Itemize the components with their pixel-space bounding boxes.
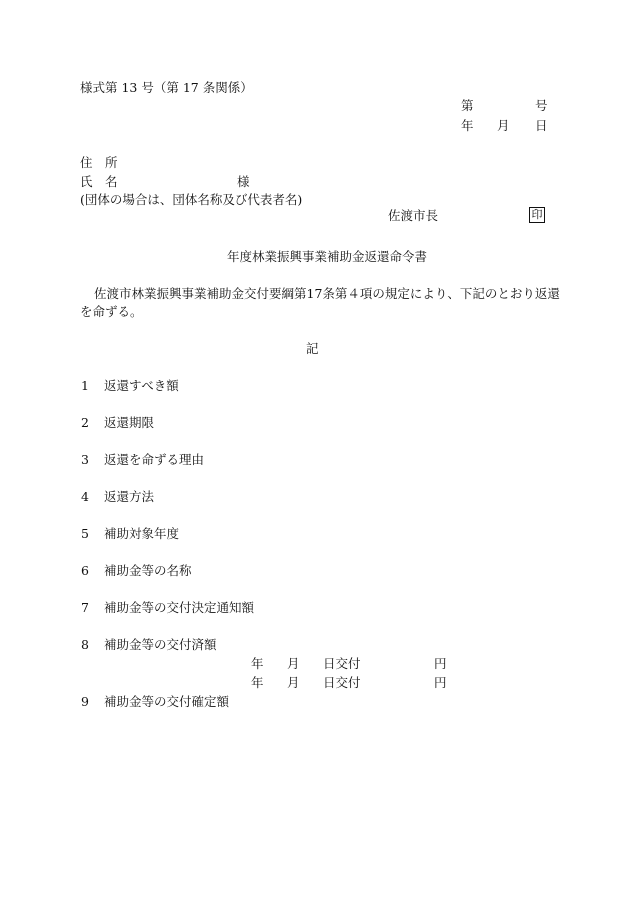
- date-month: 月: [497, 118, 510, 133]
- payment-year: 年: [251, 675, 264, 690]
- body-line-1: 佐渡市林業振興事業補助金交付要綱第17条第４項の規定により、下記のとおり返還: [94, 286, 560, 301]
- item-number: 1: [81, 378, 89, 393]
- form-style-number: 様式第 13 号（第 17 条関係）: [80, 80, 253, 95]
- item-label: 返還方法: [104, 489, 155, 504]
- payment-month: 月: [287, 656, 300, 671]
- payment-yen: 円: [434, 656, 447, 671]
- item-number: 9: [81, 694, 89, 709]
- item-number: 4: [81, 489, 89, 504]
- item-number: 5: [81, 526, 89, 541]
- item-number: 6: [81, 563, 89, 578]
- body-line-2: を命ずる。: [80, 304, 143, 319]
- seal-mark: 印: [529, 207, 545, 223]
- item-label: 補助金等の交付決定通知額: [104, 600, 255, 615]
- payment-year: 年: [251, 656, 264, 671]
- ki-heading: 記: [306, 341, 319, 356]
- item-label: 補助対象年度: [104, 526, 180, 541]
- name-label: 氏 名: [80, 174, 118, 189]
- item-label: 返還を命ずる理由: [104, 452, 205, 467]
- payment-day: 日交付: [323, 675, 361, 690]
- honorific: 様: [237, 174, 250, 189]
- group-note: (団体の場合は、団体名称及び代表者名): [80, 192, 303, 207]
- payment-month: 月: [287, 675, 300, 690]
- date-year: 年: [461, 118, 474, 133]
- payment-yen: 円: [434, 675, 447, 690]
- document-number-prefix: 第: [461, 98, 474, 113]
- item-label: 補助金等の交付確定額: [104, 694, 230, 709]
- item-label: 補助金等の名称: [104, 563, 192, 578]
- item-label: 返還期限: [104, 415, 155, 430]
- item-number: 8: [81, 637, 89, 652]
- payment-day: 日交付: [323, 656, 361, 671]
- item-number: 2: [81, 415, 89, 430]
- item-number: 3: [81, 452, 89, 467]
- item-label: 補助金等の交付済額: [104, 637, 217, 652]
- item-label: 返還すべき額: [104, 378, 179, 393]
- address-label: 住 所: [80, 155, 118, 170]
- item-number: 7: [81, 600, 89, 615]
- date-day: 日: [535, 118, 548, 133]
- document-title: 年度林業振興事業補助金返還命令書: [227, 249, 428, 264]
- document-number-suffix: 号: [535, 98, 548, 113]
- issuer-name: 佐渡市長: [388, 208, 439, 223]
